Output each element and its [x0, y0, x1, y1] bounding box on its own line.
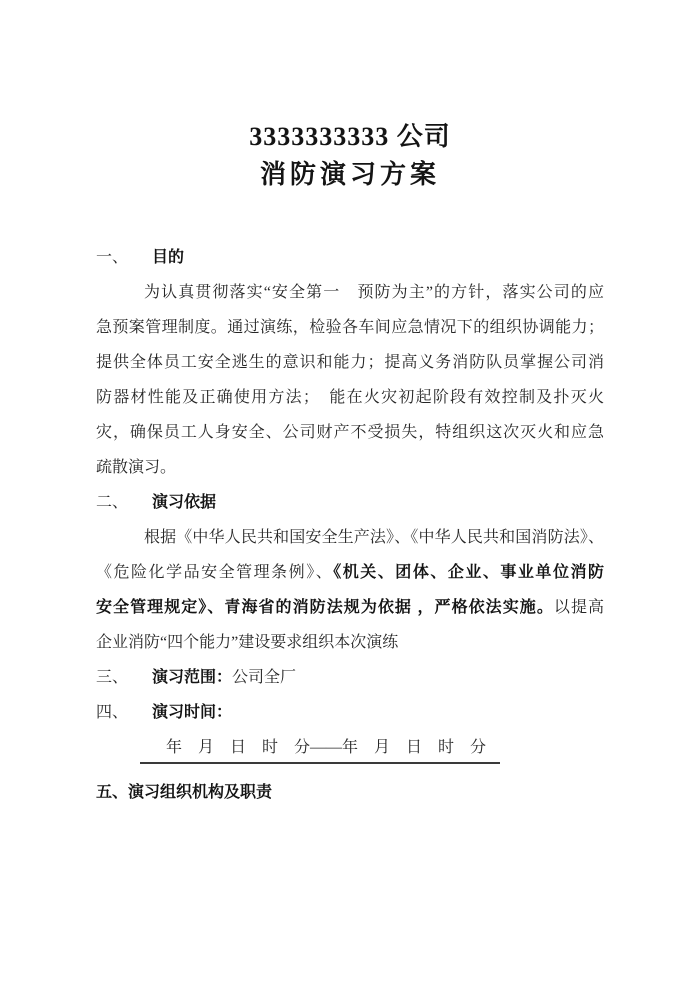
text-run: 《危险化学品安全管理条例》、	[96, 564, 334, 581]
heading-number: 二、	[96, 494, 129, 511]
text-run: 疏散演习。	[96, 459, 177, 476]
bold-text-run: 《机关、团体、企业、事业单位消防	[333, 564, 604, 581]
text-run: 企业消防“四个能力”建设要求组织本次演练	[96, 634, 399, 651]
bold-text-run: 演习范围：	[152, 669, 233, 686]
text-line	[96, 520, 604, 555]
section-heading	[96, 485, 604, 520]
date-blank-underline: 年 月 日 时 分——年 月 日 时 分	[140, 732, 500, 764]
text-line	[96, 555, 604, 590]
section-heading	[96, 775, 604, 810]
text-run: 急预案管理制度。通过演练，检验各车间应急情况下的组织协调能力；	[96, 319, 604, 336]
document-title	[0, 0, 700, 194]
text-run: 提供全体员工安全逃生的意识和能力；提高义务消防队员掌握公司消	[96, 354, 604, 371]
text-line	[96, 590, 604, 625]
heading-number: 一、	[96, 249, 129, 266]
title-subject-line: 消防演习方案	[259, 160, 440, 189]
text-run: 以提高	[553, 599, 604, 616]
text-run: 根据《中华人民共和国安全生产法》、《中华人民共和国消防法》、	[144, 529, 604, 546]
bold-text-run: 安全管理规定》、青海省的消防法规为依据 ，严格依法实施。	[96, 599, 554, 616]
text-line	[96, 275, 604, 310]
document-content	[96, 240, 604, 810]
text-run: 公司全厂	[232, 669, 297, 686]
text-run: 灾，确保员工人身安全、公司财产不受损失，特组织这次灭火和应急	[96, 424, 604, 441]
section-heading	[96, 660, 604, 695]
bold-text-run: 目的	[152, 249, 185, 266]
text-run: 防器材性能及正确使用方法； 能在火灾初起阶段有效控制及扑灭火	[96, 389, 604, 406]
text-line	[96, 380, 604, 415]
section-heading	[96, 240, 604, 275]
bold-text-run: 演习组织机构及职责	[128, 784, 273, 801]
text-line	[96, 625, 604, 660]
text-line	[96, 450, 604, 485]
section-heading	[96, 695, 604, 730]
bold-text-run: 演习依据	[152, 494, 217, 511]
heading-number: 五、	[96, 784, 129, 801]
heading-number: 四、	[96, 704, 129, 721]
text-line	[96, 345, 604, 380]
text-line	[96, 415, 604, 450]
underline-row	[96, 730, 604, 765]
text-line	[96, 310, 604, 345]
bold-text-run: 演习时间：	[152, 704, 233, 721]
text-run: 为认真贯彻落实“安全第一 预防为主”的方针，落实公司的应	[144, 284, 604, 301]
heading-number: 三、	[96, 669, 129, 686]
title-company-line: 3333333333 公司	[249, 122, 451, 151]
